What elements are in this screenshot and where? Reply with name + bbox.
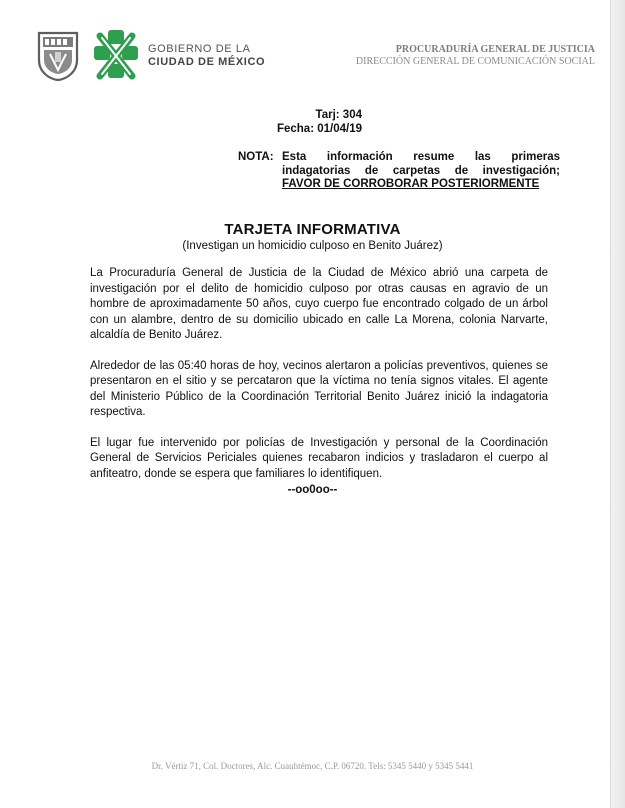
card-date: Fecha: 01/04/19 [276, 123, 362, 135]
header-logos [36, 28, 265, 84]
nota-warning: FAVOR DE CORROBORAR POSTERIORMENTE [282, 178, 540, 190]
agency-name: PROCURADURÍA GENERAL DE JUSTICIA [395, 44, 595, 55]
government-name-line1: GOBIERNO DE LA [148, 43, 251, 55]
nota-label: NOTA: [238, 151, 274, 163]
cdmx-logo-icon [92, 28, 140, 84]
agency-department: DIRECCIÓN GENERAL DE COMUNICACIÓN SOCIAL [355, 56, 595, 67]
nota-block [238, 151, 560, 192]
page-edge [610, 0, 625, 808]
closing-mark: --oo0oo-- [287, 484, 338, 496]
nota-line2: indagatorias de carpetas de investigación; [282, 164, 560, 177]
body-paragraph: La Procuraduría General de Justicia de la Ciudad de México abrió una carpeta de investigación por el delito de homicidio culposo por otras causas en agravio de un hombre de aproximadamente 50 años, cuyo cuerpo fue encontrado colgado de un árbol con un alambre, dentro de su domicilio ubicado en calle La Morena, colonia Narvarte, alcaldía de Benito Juárez. [90, 267, 548, 341]
nota-line1: Esta información resume las primeras [282, 151, 560, 163]
card-number: Tarj: 304 [315, 109, 362, 121]
footer-address: Dr. Vértiz 71, Col. Doctores, Alc. Cuauhtémoc, C.P. 06720. Tels: 5345 5440 y 5345 5441 [151, 761, 474, 771]
document-subtitle: (Investigan un homicidio culposo en Benito Juárez) [182, 240, 443, 252]
body-paragraph: Alrededor de las 05:40 horas de hoy, vecinos alertaron a policías preventivos, quienes se presentaron en el sitio y se percataron que la víctima no tenía signos vitales. El agente del Ministerio Público de la Coordinación Territorial Benito Juárez inició la indagatoria respectiva. [90, 359, 548, 418]
card-meta [262, 108, 362, 136]
document-title: TARJETA INFORMATIVA [224, 221, 401, 238]
agency-header [356, 44, 595, 68]
government-name-line2: CIUDAD DE MÉXICO [148, 56, 266, 68]
document-body [90, 266, 548, 497]
coat-of-arms-icon [36, 30, 80, 82]
government-name [148, 43, 265, 69]
body-paragraph: El lugar fue intervenido por policías de Investigación y personal de la Coordinación General de Servicios Periciales quienes recabaron indicios y trasladaron el cuerpo al anfiteatro, donde se espera que familiares lo identifiquen. [90, 436, 548, 480]
